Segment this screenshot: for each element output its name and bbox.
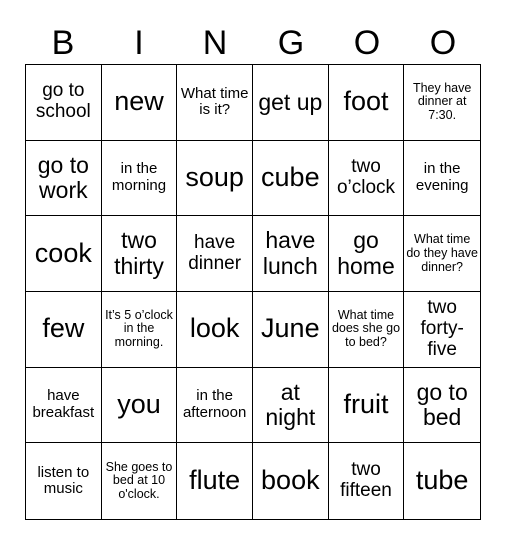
bingo-cell[interactable]: get up [253, 65, 329, 141]
header-letter-n: N [202, 24, 228, 62]
bingo-cell[interactable]: They have dinner at 7:30. [404, 65, 480, 141]
bingo-cell[interactable]: foot [329, 65, 405, 141]
bingo-cell[interactable]: June [253, 292, 329, 368]
bingo-cell[interactable]: in the afternoon [177, 368, 253, 444]
bingo-cell[interactable]: go to work [26, 141, 102, 217]
bingo-cell[interactable]: have lunch [253, 216, 329, 292]
bingo-cell[interactable]: It’s 5 o’clock in the morning. [102, 292, 178, 368]
bingo-cell[interactable]: at night [253, 368, 329, 444]
bingo-cell[interactable]: listen to music [26, 443, 102, 519]
bingo-cell[interactable]: few [26, 292, 102, 368]
bingo-cell[interactable]: in the evening [404, 141, 480, 217]
header-letter-i: I [134, 24, 144, 62]
bingo-cell[interactable]: two o’clock [329, 141, 405, 217]
bingo-cell[interactable]: fruit [329, 368, 405, 444]
bingo-cell[interactable]: have dinner [177, 216, 253, 292]
bingo-cell[interactable]: two fifteen [329, 443, 405, 519]
bingo-cell[interactable]: have breakfast [26, 368, 102, 444]
header-letter-g: G [277, 24, 305, 62]
bingo-cell[interactable]: two forty-five [404, 292, 480, 368]
bingo-cell[interactable]: She goes to bed at 10 o'clock. [102, 443, 178, 519]
bingo-cell[interactable]: new [102, 65, 178, 141]
bingo-cell[interactable]: book [253, 443, 329, 519]
bingo-cell[interactable]: flute [177, 443, 253, 519]
bingo-cell[interactable]: you [102, 368, 178, 444]
bingo-cell[interactable]: cube [253, 141, 329, 217]
bingo-cell[interactable]: in the morning [102, 141, 178, 217]
bingo-cell[interactable]: What time is it? [177, 65, 253, 141]
bingo-cell[interactable]: look [177, 292, 253, 368]
bingo-cell[interactable]: go to school [26, 65, 102, 141]
bingo-cell[interactable]: What time does she go to bed? [329, 292, 405, 368]
bingo-board [25, 64, 481, 520]
bingo-cell[interactable]: tube [415, 465, 469, 496]
header-letter-o-2: O [429, 24, 457, 62]
bingo-cell[interactable]: soup [177, 141, 253, 217]
bingo-cell[interactable]: What time do they have dinner? [404, 216, 480, 292]
bingo-cell[interactable]: go to bed [404, 368, 480, 444]
bingo-cell[interactable]: cook [26, 216, 102, 292]
bingo-cell[interactable]: go home [329, 216, 405, 292]
header-letter-b: B [51, 24, 75, 62]
bingo-cell[interactable]: two thirty [102, 216, 178, 292]
bingo-header [25, 22, 481, 64]
header-letter-o: O [353, 24, 381, 62]
